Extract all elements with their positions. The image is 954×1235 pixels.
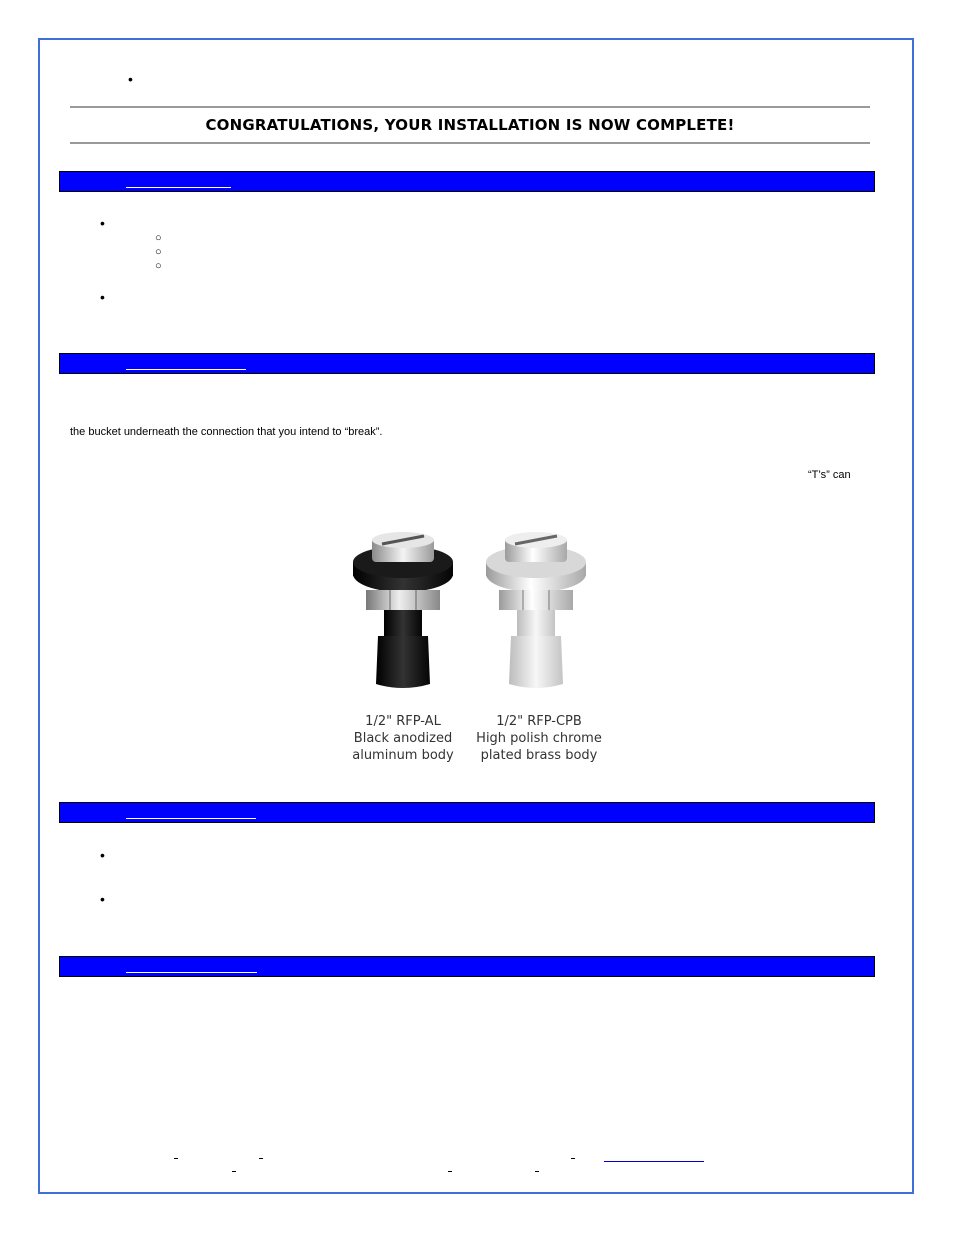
section-header-bar <box>59 353 875 374</box>
footer-mark <box>259 1158 263 1159</box>
footer-mark <box>535 1171 539 1172</box>
section-header-bar <box>59 956 875 977</box>
page-frame <box>38 38 914 1194</box>
bullet: • <box>100 891 105 907</box>
product-caption-al: 1/2" RFP-AL Black anodized aluminum body <box>352 714 454 763</box>
footer-link-underline[interactable] <box>604 1161 704 1162</box>
body-text: the bucket underneath the connection that you intend to “break”. <box>70 426 383 438</box>
footer-mark <box>232 1171 236 1172</box>
footer-mark <box>448 1171 452 1172</box>
sub-bullet: ○ <box>155 260 162 272</box>
rfp-cpb-fitting-image <box>483 532 593 692</box>
section-header-bar <box>59 802 875 823</box>
sub-bullet: ○ <box>155 232 162 244</box>
body-text: “T’s” can <box>808 469 851 481</box>
completion-banner: CONGRATULATIONS, YOUR INSTALLATION IS NOW COMPLETE! <box>205 116 735 134</box>
bullet: • <box>100 847 105 863</box>
product-caption-cpb: 1/2" RFP-CPB High polish chrome plated brass body <box>476 714 602 763</box>
footer-mark <box>571 1158 575 1159</box>
rfp-al-fitting-image <box>350 532 460 692</box>
bullet: • <box>100 289 105 305</box>
divider-top <box>70 106 870 108</box>
footer-mark <box>174 1158 178 1159</box>
bullet: • <box>100 215 105 231</box>
sub-bullet: ○ <box>155 246 162 258</box>
section-header-bar <box>59 171 875 192</box>
divider-bottom <box>70 142 870 144</box>
bullet: • <box>128 71 133 87</box>
